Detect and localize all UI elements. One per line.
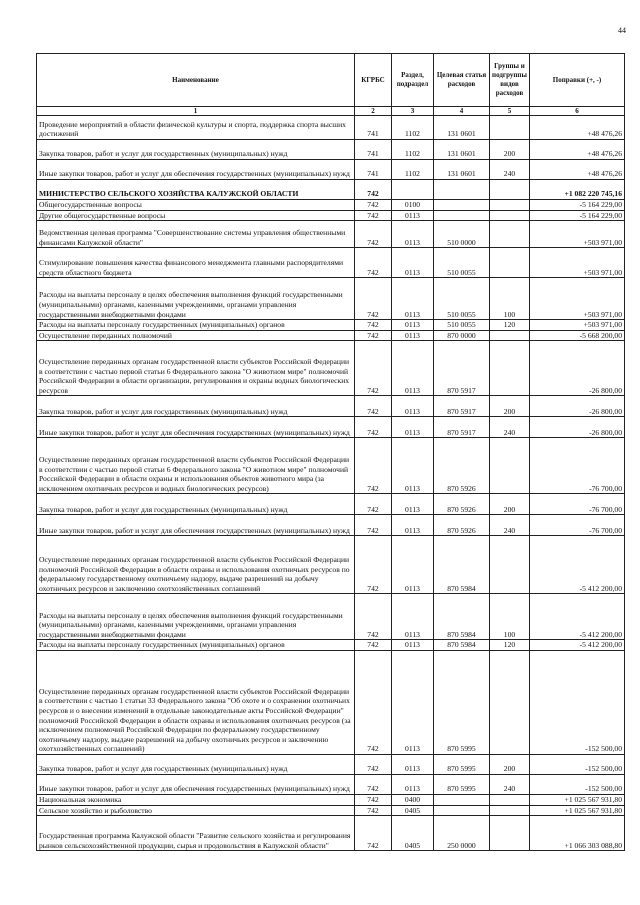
row-section: 0100	[392, 200, 434, 211]
row-name: Ведомственная целевая программа "Совершенствование системы управления общественными финансами Калужской области"	[37, 221, 355, 248]
row-expense-group	[490, 816, 530, 851]
row-kgrbs: 742	[355, 640, 392, 651]
row-kgrbs: 742	[355, 494, 392, 515]
row-amount: -5 164 229,00	[530, 210, 625, 221]
row-kgrbs: 742	[355, 794, 392, 805]
header-name: Наименование	[37, 54, 355, 107]
row-kgrbs: 742	[355, 341, 392, 396]
row-target-article: 510 0055	[434, 320, 490, 331]
budget-amendments-table	[36, 53, 625, 851]
header-target-article: Целевая статья расходов	[434, 54, 490, 107]
row-section: 0113	[392, 341, 434, 396]
row-amount: -5 164 229,00	[530, 200, 625, 211]
row-name: Общегосударственные вопросы	[37, 200, 355, 211]
row-target-article	[434, 210, 490, 221]
row-amount: -5 412 200,00	[530, 594, 625, 640]
row-expense-group: 200	[490, 494, 530, 515]
table-row	[37, 210, 625, 221]
row-amount: -76 700,00	[530, 438, 625, 494]
row-target-article	[434, 805, 490, 816]
row-name: МИНИСТЕРСТВО СЕЛЬСКОГО ХОЗЯЙСТВА КАЛУЖСКОЙ ОБЛАСТИ	[37, 180, 355, 200]
row-name: Осуществление переданных органам государственной власти субъектов Российской Федерации в соответствии с частью 1 статьи 33 Федерального закона "Об охоте и о сохранении охотничьих ресурсов и о внесении изменений в отдельные законодательные акты Российской Федерации" полномочий Российской Федерации в области охраны и использования охотничьих ресурсов (за исключением полномочий Российской Федерации по федеральному государственному охотничьему надзору, выдаче разрешений на добычу охотничьих ресурсов и заключению охотхозяйственных соглашений)	[37, 650, 355, 754]
table-row	[37, 160, 625, 180]
row-section: 0113	[392, 221, 434, 248]
row-section: 0113	[392, 248, 434, 278]
table-row	[37, 200, 625, 211]
row-expense-group: 200	[490, 396, 530, 417]
row-section: 0113	[392, 594, 434, 640]
row-kgrbs: 742	[355, 248, 392, 278]
row-name: Иные закупки товаров, работ и услуг для обеспечения государственных (муниципальных) нужд	[37, 160, 355, 180]
row-expense-group: 100	[490, 278, 530, 320]
table-row	[37, 180, 625, 200]
table-row	[37, 320, 625, 331]
row-amount: +503 971,00	[530, 278, 625, 320]
row-kgrbs: 742	[355, 650, 392, 754]
row-amount: -26 800,00	[530, 341, 625, 396]
row-kgrbs: 742	[355, 438, 392, 494]
row-section	[392, 180, 434, 200]
column-number: 1	[37, 107, 355, 116]
row-expense-group: 120	[490, 320, 530, 331]
row-name: Иные закупки товаров, работ и услуг для обеспечения государственных (муниципальных) нужд	[37, 515, 355, 536]
table-row	[37, 650, 625, 754]
row-amount: +1 025 567 931,80	[530, 805, 625, 816]
row-kgrbs: 742	[355, 774, 392, 794]
row-name: Иные закупки товаров, работ и услуг для обеспечения государственных (муниципальных) нужд	[37, 417, 355, 438]
row-name: Иные закупки товаров, работ и услуг для обеспечения государственных (муниципальных) нужд	[37, 774, 355, 794]
row-name: Осуществление переданных полномочий	[37, 330, 355, 341]
row-target-article: 870 5995	[434, 754, 490, 774]
row-expense-group: 200	[490, 140, 530, 160]
row-amount: -76 700,00	[530, 494, 625, 515]
row-section: 0113	[392, 330, 434, 341]
row-kgrbs: 742	[355, 330, 392, 341]
row-section: 0113	[392, 438, 434, 494]
table-row	[37, 140, 625, 160]
row-expense-group	[490, 794, 530, 805]
row-name: Закупка товаров, работ и услуг для государственных (муниципальных) нужд	[37, 140, 355, 160]
row-expense-group: 100	[490, 594, 530, 640]
table-row	[37, 278, 625, 320]
row-kgrbs: 742	[355, 515, 392, 536]
row-section: 0113	[392, 774, 434, 794]
table-header-row	[37, 54, 625, 107]
row-name: Другие общегосударственные вопросы	[37, 210, 355, 221]
row-amount: +503 971,00	[530, 248, 625, 278]
row-target-article: 870 5995	[434, 774, 490, 794]
row-amount: -76 700,00	[530, 515, 625, 536]
row-target-article: 870 5984	[434, 536, 490, 594]
row-expense-group	[490, 536, 530, 594]
row-section: 0113	[392, 494, 434, 515]
row-section: 0113	[392, 210, 434, 221]
table-row	[37, 341, 625, 396]
row-kgrbs: 742	[355, 320, 392, 331]
row-target-article: 131 0601	[434, 160, 490, 180]
row-section: 0113	[392, 536, 434, 594]
row-kgrbs: 742	[355, 221, 392, 248]
row-amount: -152 500,00	[530, 650, 625, 754]
row-expense-group: 240	[490, 417, 530, 438]
row-section: 0113	[392, 417, 434, 438]
row-name: Расходы на выплаты персоналу в целях обеспечения выполнения функций государственными (муниципальными) органами, казенными учреждениями, органами управления государственными внебюджетными фондами	[37, 594, 355, 640]
row-expense-group	[490, 438, 530, 494]
table-row	[37, 221, 625, 248]
row-name: Расходы на выплаты персоналу в целях обеспечения выполнения функций государственными (муниципальными) органами, казенными учреждениями, органами управления государственными внебюджетными фондами	[37, 278, 355, 320]
row-target-article	[434, 794, 490, 805]
row-section: 0113	[392, 640, 434, 651]
row-expense-group: 240	[490, 515, 530, 536]
row-target-article: 870 5926	[434, 438, 490, 494]
table-row	[37, 536, 625, 594]
row-name: Осуществление переданных органам государственной власти субъектов Российской Федерации в соответствии с частью первой статьи 6 Федерального закона "О животном мире" полномочий Российской Федерации в области охраны и использования объектов животного мира (за исключением охотничьих ресурсов и водных биологических ресурсов)	[37, 438, 355, 494]
row-kgrbs: 741	[355, 140, 392, 160]
row-name: Государственная программа Калужской области "Развитие сельского хозяйства и регулирования рынков сельскохозяйственной продукции, сырья и продовольствия в Калужской области"	[37, 816, 355, 851]
row-expense-group	[490, 341, 530, 396]
row-name: Расходы на выплаты персоналу государственных (муниципальных) органов	[37, 640, 355, 651]
row-section: 1102	[392, 160, 434, 180]
row-target-article	[434, 180, 490, 200]
row-kgrbs: 742	[355, 417, 392, 438]
header-section: Раздел, подраздел	[392, 54, 434, 107]
table-row	[37, 754, 625, 774]
row-section: 0113	[392, 320, 434, 331]
row-kgrbs: 742	[355, 594, 392, 640]
row-kgrbs: 742	[355, 396, 392, 417]
row-kgrbs: 742	[355, 210, 392, 221]
column-number: 2	[355, 107, 392, 116]
row-target-article: 250 0000	[434, 816, 490, 851]
row-section: 0113	[392, 650, 434, 754]
row-target-article	[434, 200, 490, 211]
row-name: Национальная экономика	[37, 794, 355, 805]
row-target-article: 510 0055	[434, 248, 490, 278]
row-target-article: 510 0000	[434, 221, 490, 248]
row-kgrbs: 741	[355, 160, 392, 180]
row-target-article: 870 5995	[434, 650, 490, 754]
table-row	[37, 794, 625, 805]
row-amount: -26 800,00	[530, 396, 625, 417]
row-kgrbs: 742	[355, 278, 392, 320]
row-section: 0113	[392, 515, 434, 536]
row-section: 0113	[392, 754, 434, 774]
row-amount: +1 066 303 088,80	[530, 816, 625, 851]
row-target-article: 131 0601	[434, 140, 490, 160]
table-row	[37, 816, 625, 851]
row-kgrbs: 742	[355, 816, 392, 851]
row-target-article: 510 0055	[434, 278, 490, 320]
table-row	[37, 248, 625, 278]
row-expense-group	[490, 805, 530, 816]
row-target-article: 870 5917	[434, 341, 490, 396]
row-amount: +48 476,26	[530, 160, 625, 180]
table-row	[37, 640, 625, 651]
table-row	[37, 438, 625, 494]
row-target-article: 870 5984	[434, 640, 490, 651]
row-kgrbs: 742	[355, 200, 392, 211]
table-row	[37, 594, 625, 640]
row-expense-group: 120	[490, 640, 530, 651]
row-expense-group	[490, 200, 530, 211]
header-amendment: Поправки (+, -)	[530, 54, 625, 107]
table-row	[37, 417, 625, 438]
row-kgrbs: 742	[355, 805, 392, 816]
row-expense-group	[490, 116, 530, 140]
row-section: 0400	[392, 794, 434, 805]
row-target-article: 870 0000	[434, 330, 490, 341]
column-number: 6	[530, 107, 625, 116]
row-section: 1102	[392, 116, 434, 140]
row-section: 0113	[392, 396, 434, 417]
row-name: Закупка товаров, работ и услуг для государственных (муниципальных) нужд	[37, 754, 355, 774]
table-row	[37, 396, 625, 417]
row-amount: -5 668 200,00	[530, 330, 625, 341]
header-kgrbs: КГРБС	[355, 54, 392, 107]
column-number: 5	[490, 107, 530, 116]
row-name: Стимулирование повышения качества финансового менеджмента главными распорядителями средств областного бюджета	[37, 248, 355, 278]
header-expense-group: Группы и подгруппы видов расходов	[490, 54, 530, 107]
row-expense-group	[490, 248, 530, 278]
row-target-article: 870 5926	[434, 494, 490, 515]
column-number-row	[37, 107, 625, 116]
row-kgrbs: 742	[355, 536, 392, 594]
row-section: 0405	[392, 805, 434, 816]
row-amount: +1 025 567 931,80	[530, 794, 625, 805]
row-amount: +503 971,00	[530, 320, 625, 331]
row-expense-group	[490, 650, 530, 754]
row-amount: +48 476,26	[530, 116, 625, 140]
row-target-article: 870 5917	[434, 417, 490, 438]
row-expense-group	[490, 330, 530, 341]
row-amount: -5 412 200,00	[530, 536, 625, 594]
row-amount: -152 500,00	[530, 754, 625, 774]
row-name: Осуществление переданных органам государственной власти субъектов Российской Федерации в соответствии с частью первой статьи 6 Федерального закона "О животном мире" полномочий Российской Федерации в области организации, регулирования и охраны водных биологических ресурсов	[37, 341, 355, 396]
row-expense-group	[490, 221, 530, 248]
row-amount: -152 500,00	[530, 774, 625, 794]
row-name: Закупка товаров, работ и услуг для государственных (муниципальных) нужд	[37, 494, 355, 515]
column-number: 4	[434, 107, 490, 116]
row-name: Сельское хозяйство и рыболовство	[37, 805, 355, 816]
row-kgrbs: 742	[355, 754, 392, 774]
table-row	[37, 515, 625, 536]
row-section: 1102	[392, 140, 434, 160]
table-row	[37, 494, 625, 515]
row-target-article: 870 5917	[434, 396, 490, 417]
row-amount: +503 971,00	[530, 221, 625, 248]
row-target-article: 870 5984	[434, 594, 490, 640]
row-section: 0405	[392, 816, 434, 851]
row-target-article: 131 0601	[434, 116, 490, 140]
row-section: 0113	[392, 278, 434, 320]
table-row	[37, 330, 625, 341]
row-expense-group: 240	[490, 160, 530, 180]
row-name: Проведение мероприятий в области физической культуры и спорта, поддержка спорта высших достижений	[37, 116, 355, 140]
row-name: Закупка товаров, работ и услуг для государственных (муниципальных) нужд	[37, 396, 355, 417]
row-amount: +48 476,26	[530, 140, 625, 160]
table-row	[37, 116, 625, 140]
table-row	[37, 805, 625, 816]
row-name: Расходы на выплаты персоналу государственных (муниципальных) органов	[37, 320, 355, 331]
row-expense-group: 200	[490, 754, 530, 774]
row-expense-group	[490, 180, 530, 200]
row-expense-group: 240	[490, 774, 530, 794]
row-expense-group	[490, 210, 530, 221]
row-amount: -5 412 200,00	[530, 640, 625, 651]
row-name: Осуществление переданных органам государственной власти субъектов Российской Федерации полномочий Российской Федерации в области охраны и использования охотничьих ресурсов по федеральному государственному охотничьему надзору, выдаче разрешений на добычу охотничьих ресурсов и заключению охотхозяйственных соглашений	[37, 536, 355, 594]
row-amount: +1 082 220 745,16	[530, 180, 625, 200]
page-number: 44	[618, 26, 626, 35]
row-target-article: 870 5926	[434, 515, 490, 536]
column-number: 3	[392, 107, 434, 116]
row-amount: -26 800,00	[530, 417, 625, 438]
table-row	[37, 774, 625, 794]
row-kgrbs: 742	[355, 180, 392, 200]
row-kgrbs: 741	[355, 116, 392, 140]
